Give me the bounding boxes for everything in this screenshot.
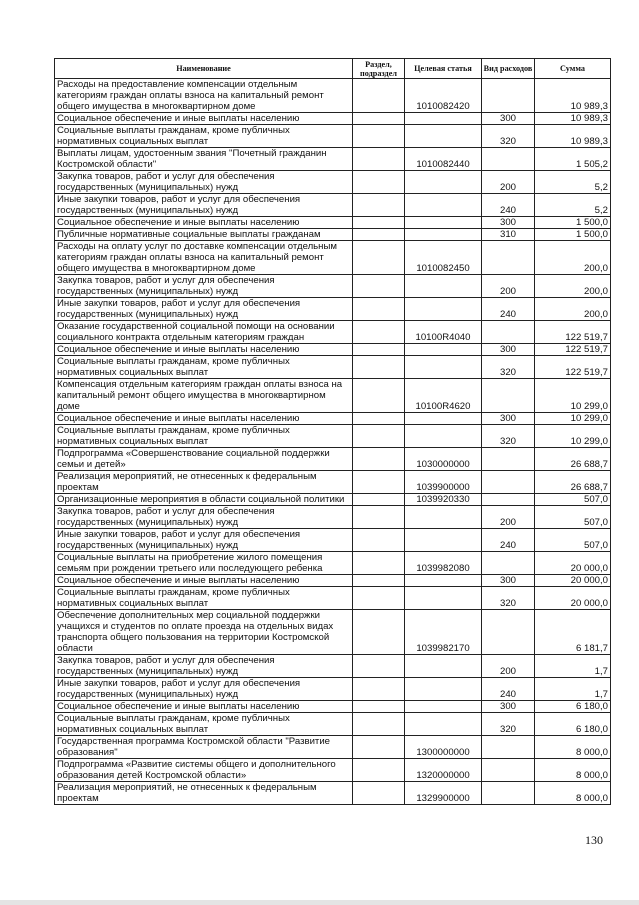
cell-type: 320 — [482, 356, 535, 379]
cell-section — [353, 344, 405, 356]
cell-name: Реализация мероприятий, не отнесенных к федеральным проектам — [55, 782, 353, 805]
cell-section — [353, 356, 405, 379]
cell-section — [353, 113, 405, 125]
cell-target: 1320000000 — [405, 759, 482, 782]
cell-type: 320 — [482, 125, 535, 148]
cell-section — [353, 379, 405, 413]
table-body — [55, 79, 611, 805]
cell-section — [353, 529, 405, 552]
cell-section — [353, 171, 405, 194]
cell-type: 200 — [482, 506, 535, 529]
cell-type — [482, 471, 535, 494]
table-row — [55, 759, 611, 782]
cell-target — [405, 587, 482, 610]
header-sum: Сумма — [535, 59, 611, 79]
cell-type: 200 — [482, 655, 535, 678]
cell-name: Социальные выплаты гражданам, кроме публичных нормативных социальных выплат — [55, 425, 353, 448]
cell-name: Социальное обеспечение и иные выплаты населению — [55, 413, 353, 425]
cell-target: 10100R4040 — [405, 321, 482, 344]
table-row — [55, 575, 611, 587]
cell-sum: 10 299,0 — [535, 425, 611, 448]
cell-type: 320 — [482, 587, 535, 610]
table-row — [55, 782, 611, 805]
cell-type: 300 — [482, 575, 535, 587]
cell-target — [405, 171, 482, 194]
cell-target — [405, 275, 482, 298]
cell-type — [482, 610, 535, 655]
table-row — [55, 344, 611, 356]
cell-target: 10100R4620 — [405, 379, 482, 413]
header-name: Наименование — [55, 59, 353, 79]
cell-sum: 20 000,0 — [535, 552, 611, 575]
header-target: Целевая статья — [405, 59, 482, 79]
cell-name: Социальное обеспечение и иные выплаты населению — [55, 575, 353, 587]
cell-sum: 20 000,0 — [535, 575, 611, 587]
table-row — [55, 425, 611, 448]
table-row — [55, 79, 611, 113]
cell-sum: 20 000,0 — [535, 587, 611, 610]
cell-type — [482, 321, 535, 344]
cell-section — [353, 148, 405, 171]
cell-target: 1039982080 — [405, 552, 482, 575]
cell-target: 1010082420 — [405, 79, 482, 113]
cell-name: Иные закупки товаров, работ и услуг для обеспечения государственных (муниципальных) нужд — [55, 194, 353, 217]
cell-type: 240 — [482, 194, 535, 217]
table-row — [55, 275, 611, 298]
cell-type: 300 — [482, 113, 535, 125]
page-edge — [0, 900, 639, 905]
cell-section — [353, 298, 405, 321]
cell-sum: 10 989,3 — [535, 79, 611, 113]
cell-sum: 507,0 — [535, 506, 611, 529]
cell-target — [405, 217, 482, 229]
cell-type: 300 — [482, 217, 535, 229]
header-section: Раздел, подраздел — [353, 59, 405, 79]
cell-section — [353, 678, 405, 701]
cell-name: Закупка товаров, работ и услуг для обеспечения государственных (муниципальных) нужд — [55, 506, 353, 529]
cell-name: Государственная программа Костромской области "Развитие образования" — [55, 736, 353, 759]
table-row — [55, 552, 611, 575]
cell-target — [405, 425, 482, 448]
cell-target: 1329900000 — [405, 782, 482, 805]
cell-name: Социальное обеспечение и иные выплаты населению — [55, 217, 353, 229]
cell-target — [405, 125, 482, 148]
cell-name: Иные закупки товаров, работ и услуг для обеспечения государственных (муниципальных) нужд — [55, 529, 353, 552]
cell-section — [353, 229, 405, 241]
table-header — [55, 59, 611, 79]
table-row — [55, 678, 611, 701]
cell-target: 1300000000 — [405, 736, 482, 759]
cell-target — [405, 575, 482, 587]
cell-sum: 10 989,3 — [535, 125, 611, 148]
cell-sum: 507,0 — [535, 494, 611, 506]
cell-name: Иные закупки товаров, работ и услуг для обеспечения государственных (муниципальных) нужд — [55, 678, 353, 701]
cell-sum: 1 500,0 — [535, 229, 611, 241]
cell-sum: 122 519,7 — [535, 356, 611, 379]
cell-type — [482, 241, 535, 275]
cell-target — [405, 529, 482, 552]
cell-name: Закупка товаров, работ и услуг для обеспечения государственных (муниципальных) нужд — [55, 275, 353, 298]
cell-target: 1010082450 — [405, 241, 482, 275]
cell-type: 300 — [482, 413, 535, 425]
cell-target — [405, 356, 482, 379]
cell-section — [353, 448, 405, 471]
cell-target: 1030000000 — [405, 448, 482, 471]
cell-name: Социальные выплаты на приобретение жилого помещения семьям при рождении третьего или последующего ребенка — [55, 552, 353, 575]
cell-type — [482, 782, 535, 805]
cell-sum: 8 000,0 — [535, 782, 611, 805]
cell-name: Расходы на предоставление компенсации отдельным категориям граждан оплаты взноса на капитальный ремонт общего имущества в многоквартирном доме — [55, 79, 353, 113]
cell-sum: 10 989,3 — [535, 113, 611, 125]
cell-section — [353, 413, 405, 425]
cell-type: 320 — [482, 713, 535, 736]
cell-type — [482, 494, 535, 506]
cell-type — [482, 148, 535, 171]
cell-section — [353, 506, 405, 529]
table-row — [55, 506, 611, 529]
cell-type — [482, 552, 535, 575]
cell-name: Компенсация отдельным категориям граждан оплаты взноса на капитальный ремонт общего имущества в многоквартирном доме — [55, 379, 353, 413]
cell-target — [405, 678, 482, 701]
cell-type — [482, 759, 535, 782]
cell-type — [482, 736, 535, 759]
cell-sum: 200,0 — [535, 298, 611, 321]
cell-sum: 122 519,7 — [535, 321, 611, 344]
budget-table — [54, 58, 611, 805]
cell-name: Закупка товаров, работ и услуг для обеспечения государственных (муниципальных) нужд — [55, 655, 353, 678]
table-row — [55, 229, 611, 241]
cell-target: 1010082440 — [405, 148, 482, 171]
table-row — [55, 713, 611, 736]
cell-sum: 200,0 — [535, 241, 611, 275]
cell-sum: 10 299,0 — [535, 413, 611, 425]
cell-sum: 200,0 — [535, 275, 611, 298]
cell-sum: 6 180,0 — [535, 701, 611, 713]
cell-name: Социальное обеспечение и иные выплаты населению — [55, 113, 353, 125]
cell-name: Оказание государственной социальной помощи на основании социального контракта отдельным категориям граждан — [55, 321, 353, 344]
cell-section — [353, 759, 405, 782]
cell-name: Выплаты лицам, удостоенным звания "Почетный гражданин Костромской области" — [55, 148, 353, 171]
table-row — [55, 379, 611, 413]
cell-type: 310 — [482, 229, 535, 241]
cell-target: 1039900000 — [405, 471, 482, 494]
table-row — [55, 217, 611, 229]
cell-sum: 26 688,7 — [535, 471, 611, 494]
cell-section — [353, 275, 405, 298]
table-row — [55, 171, 611, 194]
cell-name: Социальные выплаты гражданам, кроме публичных нормативных социальных выплат — [55, 125, 353, 148]
cell-section — [353, 125, 405, 148]
cell-type: 300 — [482, 701, 535, 713]
table-row — [55, 194, 611, 217]
cell-name: Организационные мероприятия в области социальной политики — [55, 494, 353, 506]
cell-target — [405, 298, 482, 321]
cell-sum: 122 519,7 — [535, 344, 611, 356]
cell-sum: 6 181,7 — [535, 610, 611, 655]
cell-type — [482, 379, 535, 413]
cell-type: 240 — [482, 529, 535, 552]
cell-sum: 10 299,0 — [535, 379, 611, 413]
cell-name: Реализация мероприятий, не отнесенных к федеральным проектам — [55, 471, 353, 494]
cell-target: 1039982170 — [405, 610, 482, 655]
table-row — [55, 298, 611, 321]
cell-sum: 1,7 — [535, 678, 611, 701]
cell-name: Социальные выплаты гражданам, кроме публичных нормативных социальных выплат — [55, 713, 353, 736]
cell-type: 200 — [482, 171, 535, 194]
cell-target — [405, 506, 482, 529]
cell-section — [353, 610, 405, 655]
cell-name: Публичные нормативные социальные выплаты гражданам — [55, 229, 353, 241]
cell-section — [353, 321, 405, 344]
cell-sum: 6 180,0 — [535, 713, 611, 736]
table-row — [55, 321, 611, 344]
header-row — [55, 59, 611, 79]
table-row — [55, 125, 611, 148]
table-row — [55, 241, 611, 275]
cell-target — [405, 229, 482, 241]
cell-target — [405, 655, 482, 678]
cell-sum: 26 688,7 — [535, 448, 611, 471]
cell-type: 240 — [482, 298, 535, 321]
cell-sum: 1,7 — [535, 655, 611, 678]
table-row — [55, 701, 611, 713]
cell-target — [405, 413, 482, 425]
cell-type: 240 — [482, 678, 535, 701]
table-row — [55, 113, 611, 125]
cell-sum: 8 000,0 — [535, 759, 611, 782]
table-row — [55, 356, 611, 379]
cell-name: Социальные выплаты гражданам, кроме публичных нормативных социальных выплат — [55, 356, 353, 379]
table-row — [55, 148, 611, 171]
cell-section — [353, 494, 405, 506]
cell-name: Расходы на оплату услуг по доставке компенсации отдельным категориям граждан оплаты взноса на капитальный ремонт общего имущества в многоквартирном доме — [55, 241, 353, 275]
cell-name: Подпрограмма «Развитие системы общего и дополнительного образования детей Костромской области» — [55, 759, 353, 782]
cell-section — [353, 575, 405, 587]
cell-sum: 5,2 — [535, 194, 611, 217]
cell-name: Закупка товаров, работ и услуг для обеспечения государственных (муниципальных) нужд — [55, 171, 353, 194]
cell-target — [405, 194, 482, 217]
cell-section — [353, 587, 405, 610]
cell-name: Иные закупки товаров, работ и услуг для обеспечения государственных (муниципальных) нужд — [55, 298, 353, 321]
cell-type — [482, 448, 535, 471]
cell-section — [353, 194, 405, 217]
cell-type: 200 — [482, 275, 535, 298]
table-row — [55, 471, 611, 494]
table-row — [55, 413, 611, 425]
cell-sum: 5,2 — [535, 171, 611, 194]
table-row — [55, 655, 611, 678]
cell-section — [353, 471, 405, 494]
table-row — [55, 587, 611, 610]
table-row — [55, 494, 611, 506]
cell-section — [353, 701, 405, 713]
table-row — [55, 529, 611, 552]
cell-target: 1039920330 — [405, 494, 482, 506]
cell-name: Подпрограмма «Совершенствование социальной поддержки семьи и детей» — [55, 448, 353, 471]
cell-section — [353, 425, 405, 448]
cell-section — [353, 736, 405, 759]
cell-section — [353, 655, 405, 678]
cell-name: Социальное обеспечение и иные выплаты населению — [55, 344, 353, 356]
cell-section — [353, 713, 405, 736]
cell-section — [353, 241, 405, 275]
cell-type: 300 — [482, 344, 535, 356]
cell-name: Социальное обеспечение и иные выплаты населению — [55, 701, 353, 713]
cell-sum: 8 000,0 — [535, 736, 611, 759]
cell-sum: 1 505,2 — [535, 148, 611, 171]
cell-section — [353, 217, 405, 229]
table-row — [55, 610, 611, 655]
cell-sum: 1 500,0 — [535, 217, 611, 229]
cell-section — [353, 552, 405, 575]
table-row — [55, 448, 611, 471]
cell-name: Обеспечение дополнительных мер социальной поддержки учащихся и студентов по оплате проезда на отдельных видах транспорта общего пользования на территории Костромской области — [55, 610, 353, 655]
cell-type — [482, 79, 535, 113]
cell-section — [353, 79, 405, 113]
cell-target — [405, 701, 482, 713]
cell-section — [353, 782, 405, 805]
header-type: Вид расходов — [482, 59, 535, 79]
table-row — [55, 736, 611, 759]
cell-sum: 507,0 — [535, 529, 611, 552]
page-number: 130 — [585, 833, 603, 847]
cell-target — [405, 713, 482, 736]
cell-target — [405, 344, 482, 356]
cell-name: Социальные выплаты гражданам, кроме публичных нормативных социальных выплат — [55, 587, 353, 610]
cell-type: 320 — [482, 425, 535, 448]
cell-target — [405, 113, 482, 125]
